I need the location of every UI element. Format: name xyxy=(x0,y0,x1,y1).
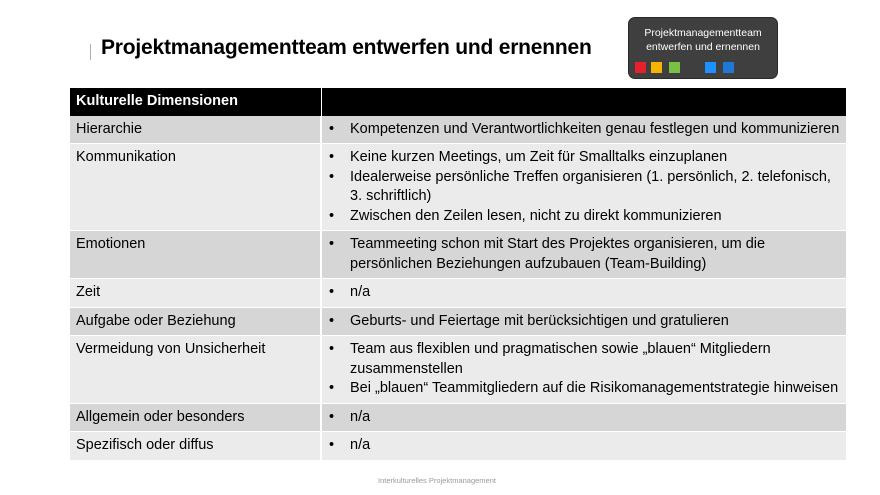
measures-cell xyxy=(321,307,846,336)
measures-cell xyxy=(321,116,846,144)
header-dimension: Kulturelle Dimensionen xyxy=(70,88,321,116)
dimension-cell: Hierarchie xyxy=(70,116,321,144)
measures-list xyxy=(328,120,840,140)
footer-text: Interkulturelles Projektmanagement xyxy=(378,476,496,485)
table-row xyxy=(70,336,846,404)
measures-cell xyxy=(321,231,846,279)
table-row xyxy=(70,307,846,336)
measures-list xyxy=(328,408,840,428)
dimension-cell: Emotionen xyxy=(70,231,321,279)
dimension-cell: Zeit xyxy=(70,279,321,308)
list-item: • Geburts- und Feiertage mit berücksichtigen und gratulieren xyxy=(328,312,840,332)
list-item: • n/a xyxy=(328,283,840,303)
table-row xyxy=(70,279,846,308)
dimension-cell: Spezifisch oder diffus xyxy=(70,432,321,461)
list-item: • Zwischen den Zeilen lesen, nicht zu direkt kommunizieren xyxy=(328,207,840,227)
list-item: • Idealerweise persönliche Treffen organisieren (1. persönlich, 2. telefonisch, 3. schriftlich) xyxy=(328,168,840,207)
list-item: • Team aus flexiblen und pragmatischen sowie „blauen“ Mitgliedern zusammenstellen xyxy=(328,340,840,379)
badge-square-green xyxy=(669,62,680,73)
dimensions-table xyxy=(70,88,846,461)
list-item: • Kompetenzen und Verantwortlichkeiten genau festlegen und kommunizieren xyxy=(328,120,840,140)
list-item: • n/a xyxy=(328,408,840,428)
table-row xyxy=(70,432,846,461)
table-row xyxy=(70,116,846,144)
list-item: • Keine kurzen Meetings, um Zeit für Smalltalks einzuplanen xyxy=(328,148,840,168)
dimension-cell: Kommunikation xyxy=(70,144,321,231)
badge-label: Projektmanagementteam entwerfen und ernennen xyxy=(644,27,762,53)
badge-square-darkblue xyxy=(723,62,734,73)
measures-cell xyxy=(321,279,846,308)
measures-list xyxy=(328,283,840,303)
measures-cell xyxy=(321,403,846,432)
dimension-cell: Vermeidung von Unsicherheit xyxy=(70,336,321,404)
measures-cell xyxy=(321,336,846,404)
measures-list xyxy=(328,436,840,456)
measures-list xyxy=(328,312,840,332)
list-item: • Teammeeting schon mit Start des Projektes organisieren, um die persönlichen Beziehungen aufzubauen (Team-Building) xyxy=(328,235,840,274)
measures-list xyxy=(328,235,840,274)
badge-square-blue xyxy=(705,62,716,73)
measures-list xyxy=(328,340,840,399)
table-row xyxy=(70,403,846,432)
table-header-row xyxy=(70,88,846,116)
list-item: • n/a xyxy=(328,436,840,456)
table-row xyxy=(70,231,846,279)
measures-list xyxy=(328,148,840,226)
measures-cell xyxy=(321,432,846,461)
table-row xyxy=(70,144,846,231)
title-divider-mark xyxy=(90,44,91,60)
header-measures xyxy=(321,88,846,116)
badge-square-red xyxy=(635,62,646,73)
measures-cell xyxy=(321,144,846,231)
dimension-cell: Aufgabe oder Beziehung xyxy=(70,307,321,336)
badge-square-yellow xyxy=(651,62,662,73)
dimension-cell: Allgemein oder besonders xyxy=(70,403,321,432)
list-item: • Bei „blauen“ Teammitgliedern auf die Risikomanagementstrategie hinweisen xyxy=(328,379,840,399)
page-title: Projektmanagementteam entwerfen und ernennen xyxy=(101,36,592,59)
topic-badge xyxy=(628,17,778,79)
